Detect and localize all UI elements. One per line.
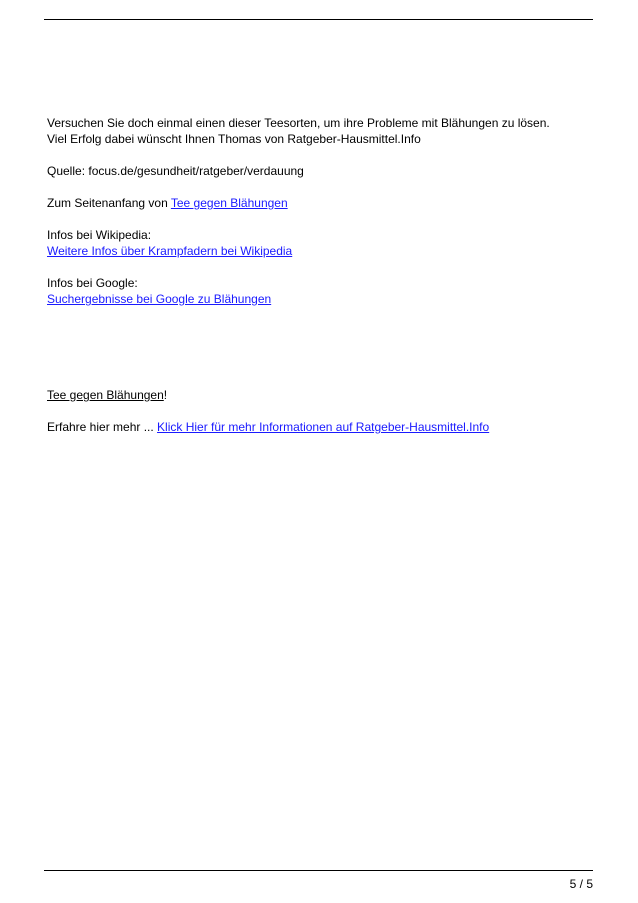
page-number: 5 / 5 (569, 877, 593, 891)
header-rule (44, 19, 593, 20)
source-text: Quelle: focus.de/gesundheit/ratgeber/verdauung (47, 164, 304, 178)
back-to-top-prefix: Zum Seitenanfang von (47, 196, 171, 210)
google-heading: Infos bei Google: (47, 276, 138, 290)
title-link[interactable]: Tee gegen Blähungen (47, 388, 164, 402)
wikipedia-link[interactable]: Weitere Infos über Krampfadern bei Wikipedia (47, 244, 293, 258)
intro-line-2: Viel Erfolg dabei wünscht Ihnen Thomas von Ratgeber-Hausmittel.Info (47, 132, 421, 146)
intro-line-1: Versuchen Sie doch einmal einen dieser Teesorten, um ihre Probleme mit Blähungen zu lösen. (47, 116, 550, 130)
google-link[interactable]: Suchergebnisse bei Google zu Blähungen (47, 292, 272, 306)
more-info-link[interactable]: Klick Hier für mehr Informationen auf Ratgeber-Hausmittel.Info (157, 420, 490, 434)
title-line (47, 387, 607, 403)
more-info-prefix: Erfahre hier mehr ... (47, 420, 158, 434)
title-suffix: ! (163, 388, 168, 402)
more-info-line (47, 419, 607, 435)
back-to-top-link[interactable]: Tee gegen Blähungen (170, 196, 288, 210)
wikipedia-heading: Infos bei Wikipedia: (47, 228, 152, 242)
back-to-top-line (47, 195, 607, 211)
footer-rule (44, 870, 593, 871)
page-content (47, 115, 607, 435)
